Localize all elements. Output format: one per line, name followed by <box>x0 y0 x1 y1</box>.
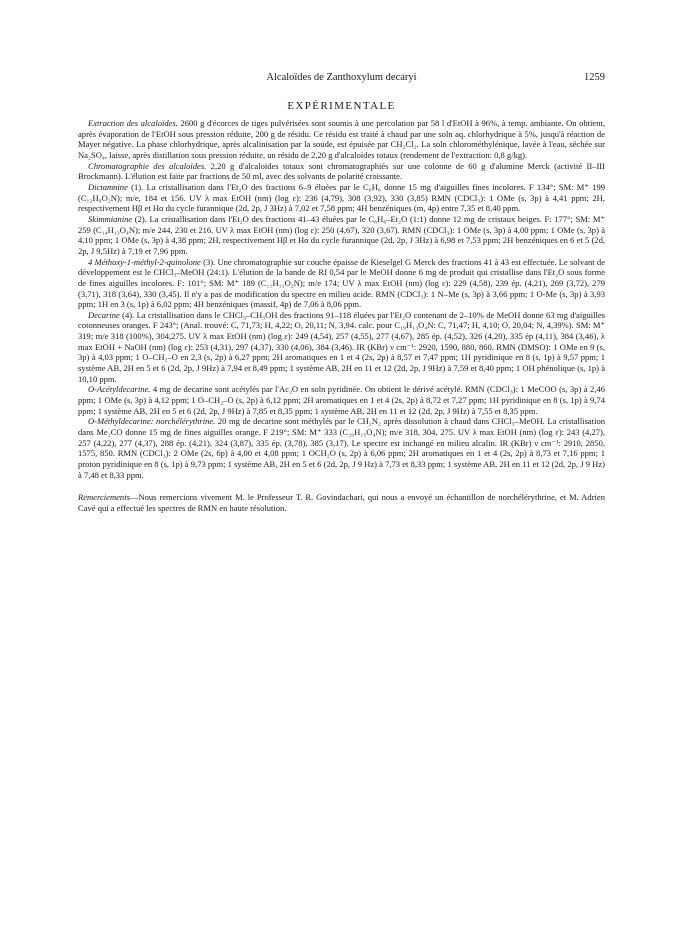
paragraph-text: (4). La cristallisation dans le CHCl₃–CH₃OH des fractions 91–118 éluées par l'Et₂O contenant de 2–10% de MeOH donne 63 mg d'aiguilles cotonneuses oranges. F 243°; (Anal. trouvé: C, 71,73; H, 4,22; O, 20,11; N, 3,94. calc. pour C₁₉H₁₃O₄N: C, 71,47; H, 4,10; O, 20,04; N, 4,39%). SM: M⁺ 319; m/e 318 (100%), 304,275. UV λ max EtOH (nm) (log ε): 249 (4,54), 257 (4,55), 277 (4,67), 285 ép. (4,52), 326 (4,20), 335 ép (4,11), 384 (3,46), λ max EtOH + NaOH (nm) (log ε): 253 (4,31), 297 (4,37), 330 (4,06), 384 (3,46). IR (KBr) ν cm⁻¹: 2920, 1590, 880, 860. RMN (DMSO): 1 OMe en 9 (s, 3p) à 4,03 ppm; 1 O–CH₂–O en 2,3 (s, 2p) à 6,27 ppm; 2H aromatiques en 1 et 4 (2s, 2p) à 8,57 et 7,47 ppm; 1H pyridinique en 8 (s, 1p) à 9,57 ppm; 1 système AB, 2H en 5 et 6 (2d, 2p, J 9Hz) à 7,94 et 8,49 ppm; 1 système AB, 2H en 11 et 12 (2d, 2p, J 9Hz) à 7,59 et 8,40 ppm; 1 OH phénolique (s, 1p) à 10,10 ppm. <box>78 309 605 384</box>
page-number: 1259 <box>584 72 605 83</box>
paragraph-text: (2). La cristallisation dans l'Et₂O des fractions 41–43 éluées par le C₆H₆–Et₂O (1:1) donne 12 mg de cristaux beiges. F: 177°; SM: M⁺ 259 (C₁₄H₁₃O₄N); m/e 244, 230 et 216. UV λ max EtOH (nm) (log ε): 250 (4,67), 320 (3,67). RMN (CDCl₃): 1 OMe (s, 3p) à 4,00 ppm; 1 OMe (s, 3p) à 4,10 ppm; 1 OMe (s, 3p) à 4,38 ppm; 2H, respectivement Hβ et Hα du cycle furannique (2d, 2p, J 3Hz) à 6,98 et 7,53 ppm; 2H benzéniques en 6 et 5 (2d, 2p, J 9,5Hz) à 7,19 et 7,96 ppm. <box>78 213 605 256</box>
paragraph-dictamnine <box>78 182 605 214</box>
acknowledgement-text: —Nous remercions vivement M. le Professeur T. R. Govindachari, qui nous a envoyé un échantillon de norchélérythrine, et M. Adrien Cavé qui a effectué les spectres de RMN en haute résolution. <box>78 492 605 513</box>
paragraph-text: 20 mg de decarine sont méthylés par le CH₂N₂ après dissolution à chaud dans CHCl₃–MeOH. La cristallisation dans Me₂CO donne 15 mg de fines aiguilles orange. F 219°; SM: M⁺ 333 (C₂₀H₁₅O₄N); m/e 318, 304, 275. UV λ max EtOH (nm) (log ε): 243 (4,27), 257 (4,22), 277 (4,37), 288 ép. (4,21), 324 (3,87), 335 ép. (3,78), 385 (3,17). Le spectre est inchangé en milieu alcalin. IR (KBr) ν cm⁻¹: 2910, 2850, 1575, 850. RMN (CDCl₃): 2 OMe (2s, 6p) à 4,00 et 4,08 ppm; 1 OCH₂O (s, 2p) à 6,06 ppm; 2H aromatiques en 1 et 4 (2s, 2p) à 8,73 et 7,16 ppm; 1 proton pyridinique en 8 (s, 1p) à 9,73 ppm; 1 système AB, 2H en 5 et 6 (2d, 2p, J 9 Hz) à 7,73 et 8,33 ppm; 1 système AB, 2H en 11 et 12 (2d, 2p, J 9 Hz) à 7,48 et 8,33 ppm. <box>78 416 605 480</box>
paragraph-decarine <box>78 310 605 385</box>
paragraph-quinolone <box>78 257 605 310</box>
paragraph-lead: Chromatographie des alcaloïdes. <box>88 160 207 171</box>
paragraph-lead: Extraction des alcaloïdes. <box>88 118 178 128</box>
paragraph-lead: Skimmianine <box>88 213 133 224</box>
paragraph-lead: Dictamnine <box>88 181 128 192</box>
acknowledgements <box>78 492 605 513</box>
paragraph-lead: Decarine <box>88 309 120 320</box>
paragraph-acetyldecarine <box>78 384 605 416</box>
running-header <box>78 72 605 86</box>
paragraph-text: 2,20 g d'alcaloïdes totaux sont chromatographiés sur une colonne de 60 g d'alumine Merck (activité II–III Brockmann). L'élution est faite par fractions de 50 ml, avec des solvants de polarité croissante. <box>78 160 605 182</box>
paragraph-lead: O-Méthyldecarine: norchélérythrine. <box>88 416 216 427</box>
paragraph-lead: 4 Méthoxy-1-méthyl-2-quinolone <box>88 256 201 267</box>
journal-page <box>78 72 605 514</box>
paragraph-text: 2600 g d'écorces de tiges pulvérisées sont soumis à une percolation par 58 l d'EtOH à 96%, à temp. ambiante. On obtient, après évaporation de l'EtOH sous pression réduite, 200 g de résidu. Ce résidu est traité à chaud par une soln aq. chlorhydrique à 5%, jusqu'à réaction de Mayer négative. La phase chlorhydrique, après alcalinisation par la soude, est épuisée par CH₂Cl₂. La soln chlorométhylénique, lavée à l'eau, séchée sur Na₂SO₄, laisse, après distillation sous pression réduite, un résidu de 2,20 g d'alcaloïdes totaux (rendement de l'extraction: 0,8 g/kg). <box>78 118 606 160</box>
paragraph-text: (1). La cristallisation dans l'Et₂O des fractions 6–9 éluées par le C₆H₆ donne 15 mg d'aiguilles fines incolores. F 134°; SM: M⁺ 199 (C₁₂H₉O₂N); m/e, 184 et 156. UV λ max EtOH (nm) (log ε): 236 (4,79), 308 (3,92), 330 (3,85) RMN (CDCl₃): 1 OMe (s, 3p) à 4,41 ppm; 2H, respectivement Hβ et Hα du cycle furannique (2d, 2p, J 3Hz) à 7,02 et 7,58 ppm; 4H benzéniques (m, 4p) entre 7,35 et 8,40 ppm. <box>78 181 605 214</box>
acknowledgement-lead: Remerciements <box>78 492 130 503</box>
paragraph-skimmianine <box>78 214 605 257</box>
paragraph-extraction <box>78 118 605 161</box>
paragraph-chromatography <box>78 161 605 182</box>
paragraph-lead: O-Acétyldecarine. <box>88 384 151 395</box>
paragraph-methyldecarine <box>78 416 605 480</box>
running-title: Alcaloïdes de Zanthoxylum decaryi <box>266 72 417 83</box>
paragraph-text: (3). Une chromatographie sur couche épaisse de Kieselgel G Merck des fractions 41 à 43 est effectuée. Le solvant de développement est le CHCl₃–MeOH (24:1). L'élution de la bande de Rf 0,54 par le MeOH donne 6 mg de produit qui cristallise dans l'Et₂O sous forme de fines aiguilles incolores. F: 101°; SM: M⁺ 189 (C₁₁H₁₁O₂N); m/e 174; UV λ max EtOH (nm) (log ε): 229 (4,58), 239 ép. (4,21), 269 (3,72), 279 (3,71), 318 (3,64), 330 (3,45). Il n'y a pas de modification du spectre en milieu acide. RMN (CDCl₃): 1 N–Me (s, 3p) à 3,66 ppm; 1 O-Me (s, 3p) à 3,93 ppm; 1H en 3 (s, 1p) à 6,02 ppm; 4H benzéniques (massif, 4p) de 7,06 à 8,06 ppm. <box>78 256 605 310</box>
section-title: EXPÉRIMENTALE <box>287 100 396 112</box>
paragraph-text: 4 mg de decarine sont acétylés par l'Ac₂O en soln pyridinée. On obtient le dérivé acétylé. RMN (CDCl₃): 1 MeCOO (s, 3p) à 2,46 ppm; 1 OMe (s, 3p) à 4,12 ppm; 1 O–CH₂–O (s, 2p) à 6,12 ppm; 2H aromatiques en 1 et 4 (2s, 2p) à 8,72 et 7,27 ppm; 1H pyridinique en 8 (s, 1p) à 9,74 ppm; 1 système AB, 2H en 5 et 6 (2d, 2p, J 9Hz) à 7,85 et 8,35 ppm; 1 système AB, 2H en 11 et 12 (2d, 2p, J 9Hz) à 7,55 et 8,35 ppm. <box>78 384 605 416</box>
